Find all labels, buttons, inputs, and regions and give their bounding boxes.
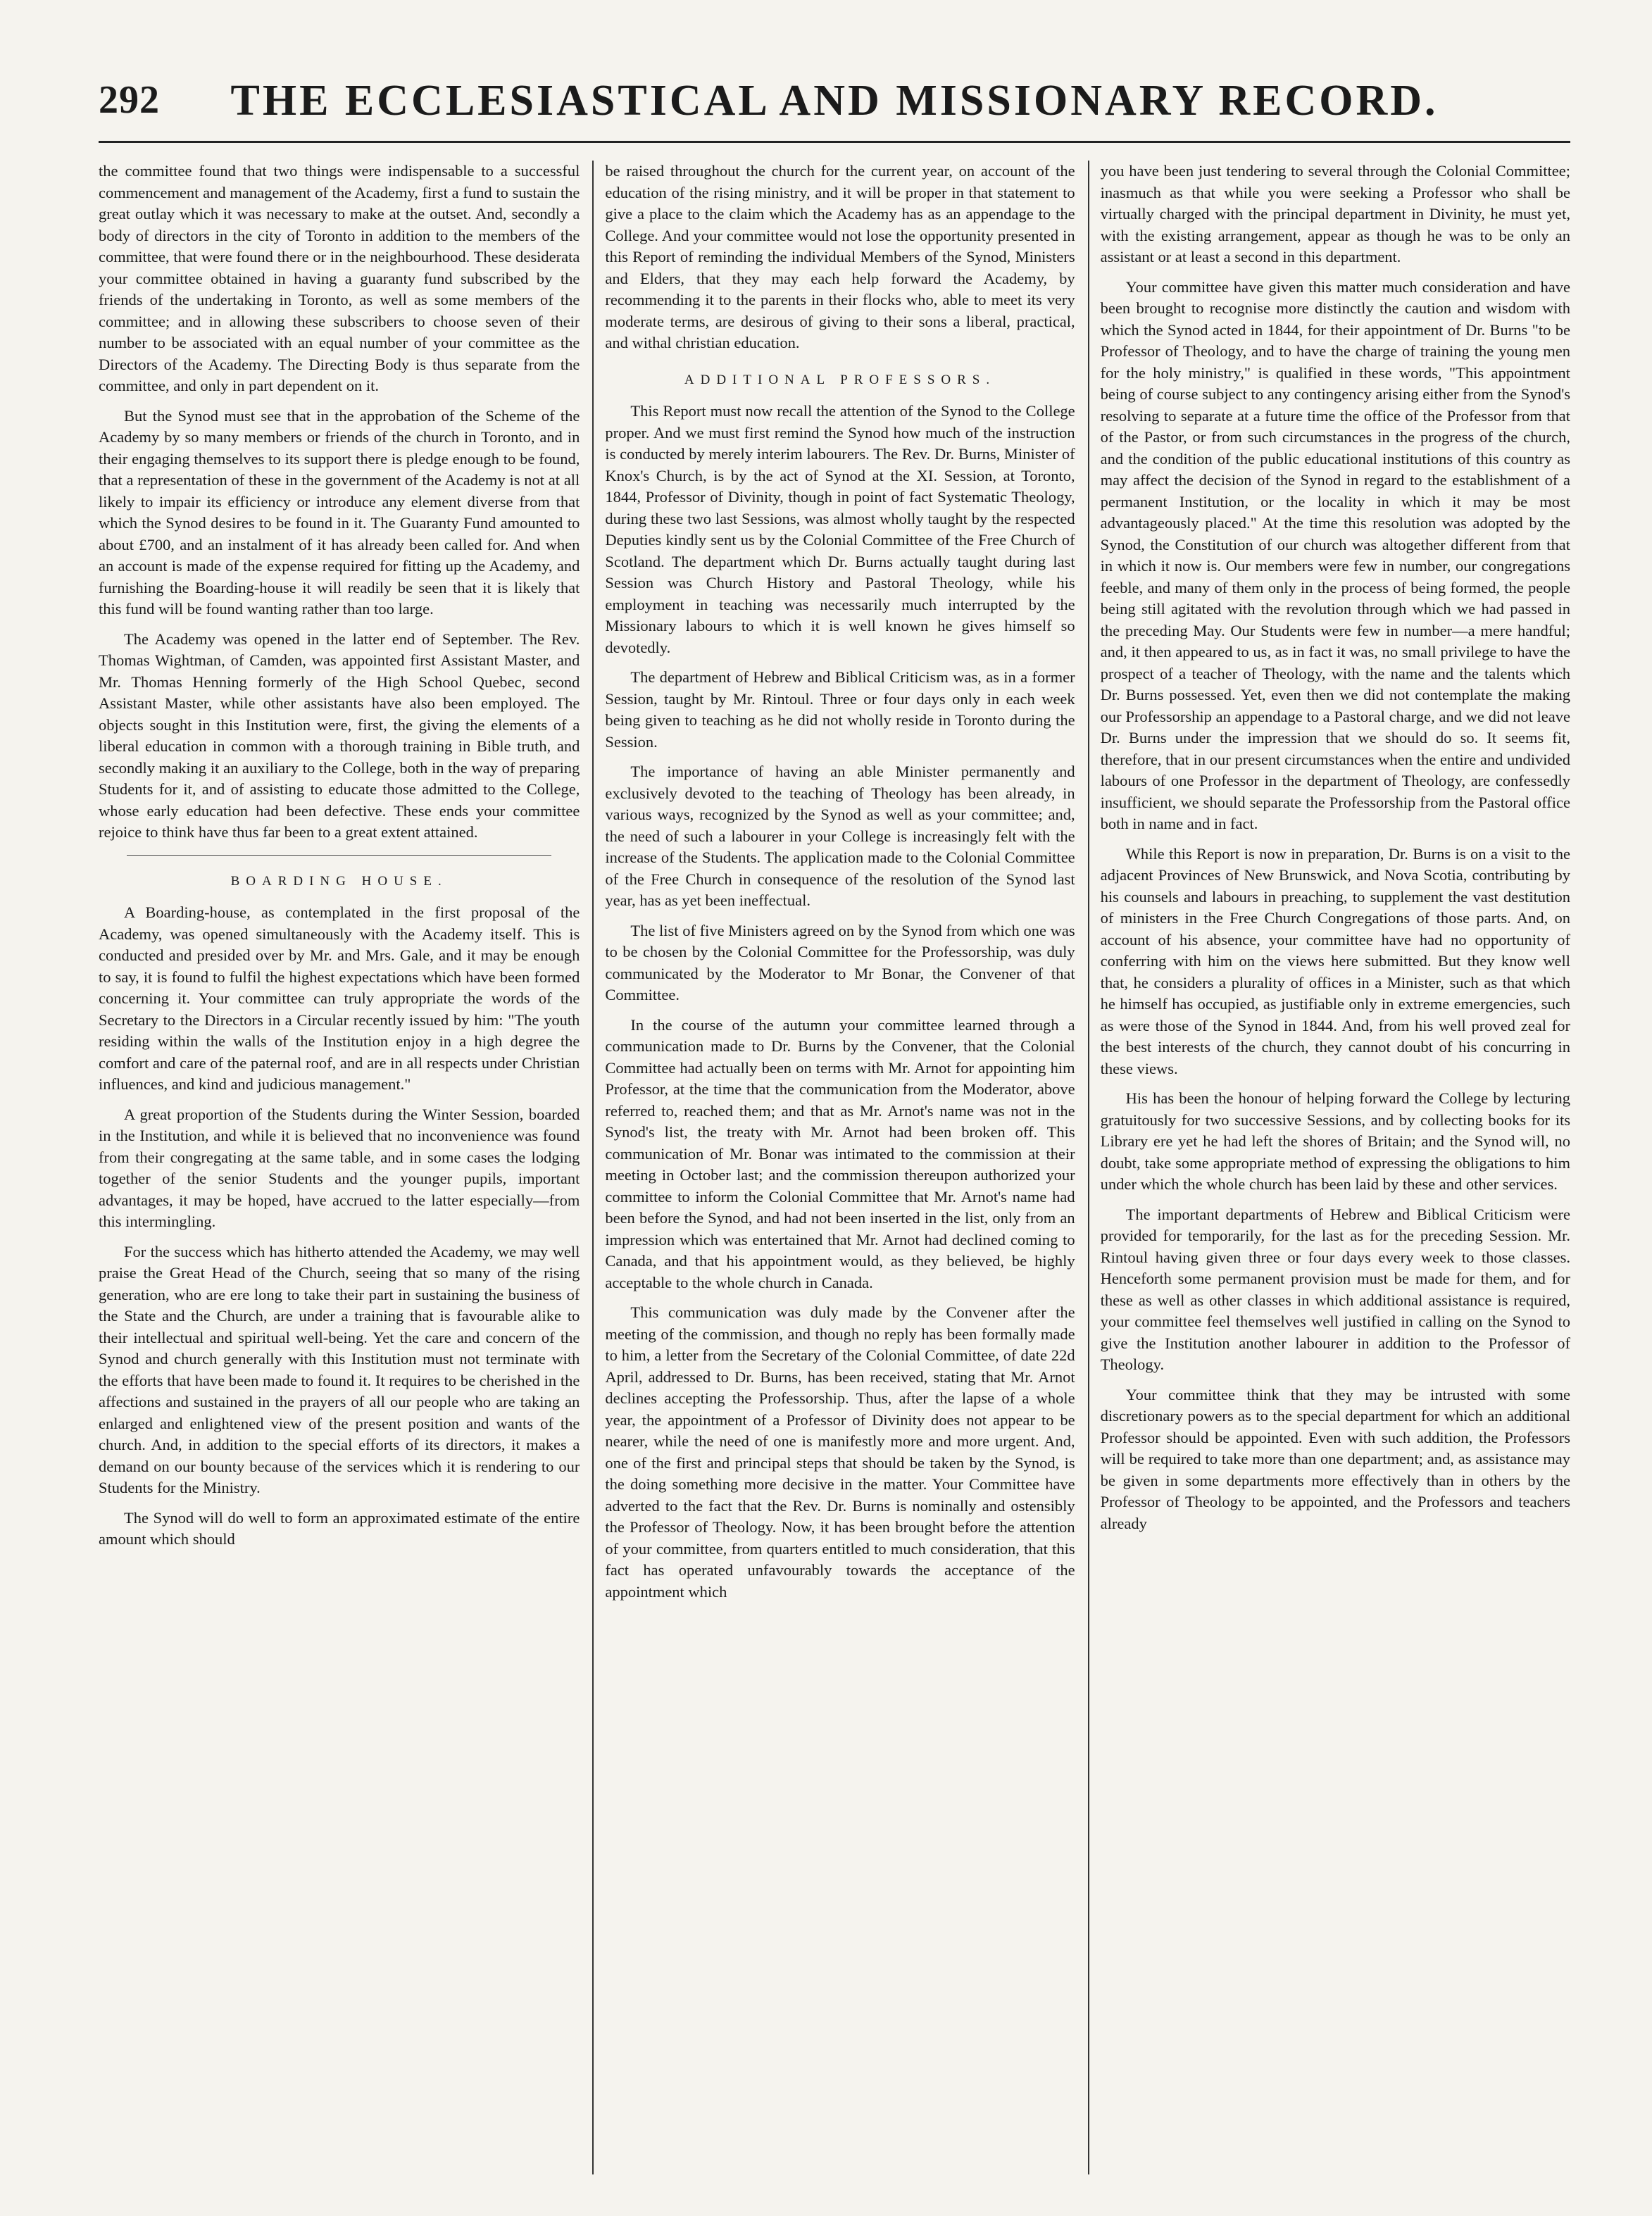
paragraph: The department of Hebrew and Biblical Criticism was, as in a former Session, taught by Mr. Rintoul. Three or four days only in each week being given to teaching as he did not wholly reside in Toronto during the Session. — [605, 668, 1075, 751]
article-columns — [99, 161, 1570, 2174]
paragraph: The Synod will do well to form an approximated estimate of the entire amount which should — [99, 1508, 580, 1548]
paragraph: This communication was duly made by the Convener after the meeting of the commission, and though no reply has been formally made to him, a letter from the Secretary of the Colonial Committee, of date 22d April, addressed to Dr. Burns, has been received, stating that Mr. Arnot declines accepting the Professorship. Thus, after the lapse of a whole year, the appointment of a Professor of Divinity does not appear to be nearer, while the need of one is manifestly more and more urgent. And, one of the first and principal steps that should be taken by the Synod, is the doing something more decisive in the matter. Your Committee have adverted to the fact that the Rev. Dr. Burns is nominally and ostensibly the Professor of Theology. Now, it has been brought before the attention of your committee, from quarters entitled to much consideration, that this fact has operated unfavourably towards the acceptance of the appointment which — [605, 1303, 1075, 1601]
page-number: 292 — [99, 78, 160, 122]
paragraph: In the course of the autumn your committee learned through a communication made to Dr. Burns by the Convener, that the Colonial Committee had actually been on terms with Mr. Arnot for appointing him Professor, at the time that the communication from the Moderator, above referred to, reached them; and that as Mr. Arnot's name was not in the Synod's list, the treaty with Mr. Arnot had been broken off. This communication of Mr. Bonar was intimated to the commission at their meeting in October last; and the commission thereupon authorized your committee to inform the Colonial Committee that Mr. Arnot's name had been before the Synod, and had not been inserted in the list, only from an impression which was entertained that Mr. Arnot had declined coming to Canada, and that his appointment would, as they believed, be highly acceptable to the whole church in Canada. — [605, 1015, 1075, 1291]
paragraph: Your committee have given this matter much consideration and have been brought to recognise more distinctly the caution and wisdom with which the Synod acted in 1844, for their appointment of Dr. Burns "to be Professor of Theology, and to have the charge of training the young men for the holy ministry," is qualified in these words, "This appointment being of course subject to any contingency arising either from the Synod's resolving to separate at a future time the office of the Professor from that of the Pastor, or from such circumstances in the progress of the church, and the condition of the public educational institutions of this country as may affect the decision of the Synod in regard to the establishment of a permanent Institution, or the locality in which it may be most advantageously placed." At the time this resolution was adopted by the Synod, the Constitution of our church was altogether different from that in which it now is. Our members were few in number, our congregations feeble, and many of them only in the process of being formed, the people being still agitated with the revolution through which we had passed in the preceding May. Our Students were few in number—a mere handful; and, it then appeared to us, as in fact it was, no small privilege to have the prospect of a teacher of Theology, with the name and the talents which Dr. Burns possessed. Yet, even then we did not contemplate the making our Professorship an appendage to a Pastoral charge, and we did not leave Dr. Burns under the impression that we should do so. It seems fit, therefore, that in our present circumstances when the entire and undivided labours of one Professor in the department of Theology, are confessedly insufficient, we should separate the Professorship from the Pastoral office both in name and in fact. — [1100, 277, 1571, 832]
section-heading-boarding-house: BOARDING HOUSE. — [230, 873, 448, 889]
paragraph: But the Synod must see that in the approbation of the Scheme of the Academy by so many members or friends of the church in Toronto, and in their engaging themselves to its support there is pledge enough to be found, that a representation of these in the government of the Academy is not at all likely to impair its efficiency or introduce any element diverse from that which the Synod desires to be found in it. The Guaranty Fund amounted to about £700, and an instalment of it has already been called for. And when an account is made of the expense required for fitting up the Academy, and furnishing the Boarding-house it will readily be seen that it is likely that this fund will be found wanting rather than too large. — [99, 406, 580, 618]
paragraph: A great proportion of the Students during the Winter Session, boarded in the Institution, and while it is believed that no inconvenience was found from their congregating at the same table, and in some cases the lodging together of the senior Students and the younger pupils, important advantages, it may be hoped, have accrued to the latter especially—from this intermingling. — [99, 1105, 580, 1230]
paragraph: For the success which has hitherto attended the Academy, we may well praise the Great Head of the Church, seeing that so many of the rising generation, who are ere long to take their part in sustaining the business of the State and the Church, are under a training that is favourable alike to their intellectual and spiritual well-being. Yet the care and concern of the Synod and church generally with this Institution must not terminate with the efforts that have been made to found it. It requires to be cherished in the affections and sustained in the prayers of all our people who are taking an enlarged and enlightened view of the present position and wants of the church. And, in addition to the special efforts of its directors, it makes a demand on our bounty because of the services which it is rendering to our Students for the Ministry. — [99, 1242, 580, 1496]
divider — [127, 855, 551, 856]
paragraph: A Boarding-house, as contemplated in the first proposal of the Academy, was opened simultaneously with the Academy itself. This is conducted and presided over by Mr. and Mrs. Gale, and it may be enough to say, it is found to fulfil the highest expectations which have been formed concerning it. Your committee can truly appropriate the words of the Secretary to the Directors in a Circular recently issued by him: "The youth residing within the walls of the Institution enjoy in a high degree the comfort and care of the paternal roof, and are in all respects under Christian influences, and kind and judicious management." — [99, 903, 580, 1093]
page — [99, 42, 1570, 2183]
column-2 — [592, 161, 1075, 2174]
paragraph: be raised throughout the church for the current year, on account of the education of the rising ministry, and it will be proper in that statement to give a place to the claim which the Academy has as an appendage to the College. And your committee would not lose the opportunity presented in this Report of reminding the individual Members of the Synod, Ministers and Elders, that they may each help forward the Academy, by recommending it to the parents in their flocks who, able to meet its very moderate terms, are desirous of giving to their sons a liberal, practical, and withal christian education. — [605, 162, 1075, 351]
paragraph: you have been just tendering to several through the Colonial Committee; inasmuch as that while you were seeking a Professor who shall be virtually charged with the principal department in Divinity, he must yet, with the existing arrangement, appear as though he was to be only an assistant or at least a second in this department. — [1100, 162, 1571, 265]
paragraph: This Report must now recall the attention of the Synod to the College proper. And we must first remind the Synod how much of the instruction is conducted by merely interim labourers. The Rev. Dr. Burns, Minister of Knox's Church, is by the act of Synod at the XI. Session, at Toronto, 1844, Professor of Divinity, though in point of fact Systematic Theology, during these two last Sessions, was almost wholly taught by the respected Deputies kindly sent us by the Colonial Committee of the Free Church of Scotland. The department which Dr. Burns actually taught during last Session was Church History and Pastoral Theology, while his employment in teaching was necessarily much interrupted by the Missionary labours to which it is well known he gives himself so devotedly. — [605, 402, 1075, 656]
paragraph: The list of five Ministers agreed on by the Synod from which one was to be chosen by the Colonial Committee for the Professorship, was duly communicated by the Moderator to Mr Bonar, the Convener of that Committee. — [605, 921, 1075, 1003]
paragraph: While this Report is now in preparation, Dr. Burns is on a visit to the adjacent Provinces of New Brunswick, and Nova Scotia, contributing by his counsels and labours in preaching, to supplement the vast destitution of ministers in the Free Church Congregations of those parts. And, on account of his absence, your committee have had no opportunity of conferring with him on the views here submitted. But they know well that, he considers a plurality of offices in a Minister, such as that which he himself has occupied, as justifiable only in extreme emergencies, such as were those of the Synod in 1844. And, from his well proved zeal for the best interests of the church, they cannot doubt of his concurring in these views. — [1100, 844, 1571, 1077]
paragraph: Your committee think that they may be intrusted with some discretionary powers as to the special department for which an additional Professor should be appointed. Even with such addition, the Professors will be required to take more than one department; and, as assistance may be given in some departments more effectively than in others by the Professor of Theology to be appointed, and the Professors and teachers already — [1100, 1385, 1571, 1532]
section-heading-additional-professors: ADDITIONAL PROFESSORS. — [684, 372, 996, 387]
page-header — [99, 63, 1570, 143]
column-1 — [99, 161, 580, 2174]
paragraph: the committee found that two things were indispensable to a successful commencement and management of the Academy, first a fund to sustain the great outlay which it was necessary to make at the outset. And, secondly a body of directors in the city of Toronto in addition to the members of the committee, that were found there or in the neighbourhood. These desiderata your committee obtained in having a guaranty fund subscribed by the friends of the undertaking in Toronto, as well as some members of the committee; and in allowing these subscribers to choose seven of their number to be associated with an equal number of your committee as the Directors of the Academy. The Directing Body is thus separate from the committee, and only in part dependent on it. — [99, 162, 580, 394]
paragraph: The importance of having an able Minister permanently and exclusively devoted to the teaching of Theology has been already, in various ways, recognized by the Synod as well as your committee; and, the need of such a labourer in your College is increasingly felt with the increase of the Students. The application made to the Colonial Committee of the Free Church in consequence of the resolution of the Synod last year, has as yet been ineffectual. — [605, 763, 1075, 909]
journal-title: THE ECCLESIASTICAL AND MISSIONARY RECORD. — [230, 77, 1439, 125]
paragraph: The important departments of Hebrew and Biblical Criticism were provided for temporarily, for the last as for the preceding Session. Mr. Rintoul having given three or four days every week to those classes. Henceforth some permanent provision must be made for them, and for these as well as other classes in which additional assistance is required, your committee feel themselves well justified in calling on the Synod to give the Institution another labourer in addition to the Professor of Theology. — [1100, 1205, 1571, 1373]
column-3 — [1088, 161, 1570, 2174]
paragraph: His has been the honour of helping forward the College by lecturing gratuitously for two successive Sessions, and by collecting books for its Library ere yet he had left the shores of Britain; and the Synod will, no doubt, take some appropriate method of expressing the obligations to him under which the whole church has been laid by these and other services. — [1100, 1089, 1571, 1193]
paragraph: The Academy was opened in the latter end of September. The Rev. Thomas Wightman, of Camden, was appointed first Assistant Master, and Mr. Thomas Henning formerly of the High School Quebec, second Assistant Master, while other assistants have also been employed. The objects sought in this Institution were, first, the giving the elements of a liberal education in common with a thorough training in Bible truth, and secondly making it an auxiliary to the College, both in the way of preparing Students for it, and of assisting to educate those admitted to the College, whose early education had been defective. These ends your committee rejoice to think have thus far been to a great extent attained. — [99, 630, 580, 841]
